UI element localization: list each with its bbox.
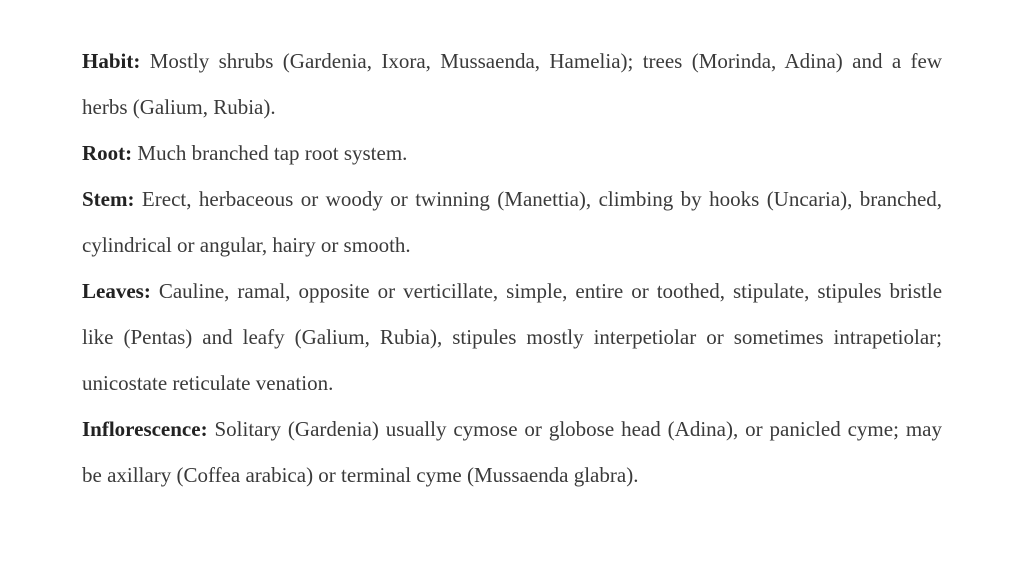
stem-term: Stem: <box>82 187 135 211</box>
stem-text: Erect, herbaceous or woody or twinning (Manettia), climbing by hooks (Uncaria), branched, cylindrical or angular, hairy or smooth. <box>82 187 943 257</box>
root-term: Root: <box>82 141 133 165</box>
document-body <box>82 38 942 498</box>
root-paragraph <box>82 130 942 176</box>
habit-paragraph <box>82 38 942 130</box>
leaves-text: Cauline, ramal, opposite or verticillate, simple, entire or toothed, stipulate, stipules bristle like (Pentas) and leafy (Galium, Rubia), stipules mostly interpetiolar or sometimes intrapetiolar; unicostate reticulate venation. <box>82 279 943 395</box>
habit-text: Mostly shrubs (Gardenia, Ixora, Mussaenda, Hamelia); trees (Morinda, Adina) and a few herbs (Galium, Rubia). <box>82 49 943 119</box>
leaves-paragraph <box>82 268 942 406</box>
root-text: Much branched tap root system. <box>137 141 408 165</box>
stem-paragraph <box>82 176 942 268</box>
inflorescence-term: Inflorescence: <box>82 417 208 441</box>
inflorescence-text: Solitary (Gardenia) usually cymose or globose head (Adina), or panicled cyme; may be axillary (Coffea arabica) or terminal cyme (Mussaenda glabra). <box>82 417 942 487</box>
leaves-term: Leaves: <box>82 279 151 303</box>
inflorescence-paragraph <box>82 406 942 498</box>
habit-term: Habit: <box>82 49 141 73</box>
